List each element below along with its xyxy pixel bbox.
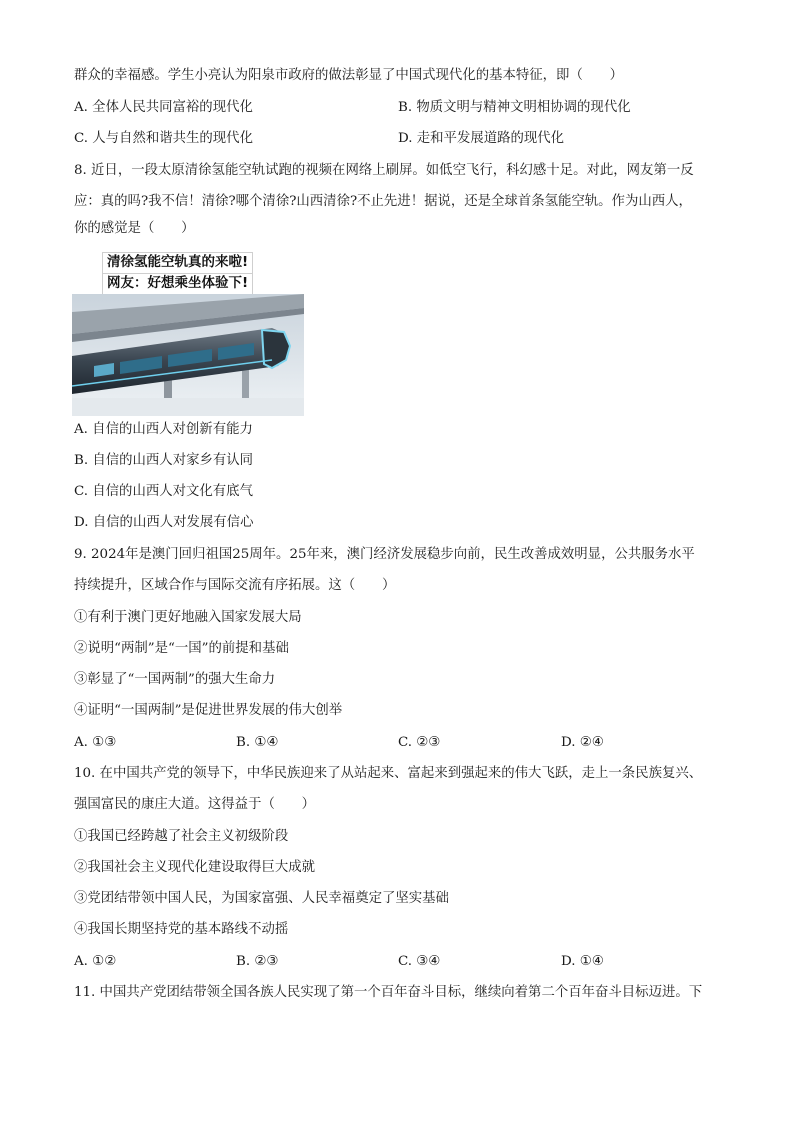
q7-option-c: C. 人与自然和谐共生的现代化: [74, 131, 253, 146]
q8-option-a: A. 自信的山西人对创新有能力: [74, 422, 253, 437]
q9-statement-4: ④证明“一国两制”是促进世界发展的伟大创举: [74, 703, 343, 718]
q10-statement-2: ②我国社会主义现代化建设取得巨大成就: [74, 860, 316, 875]
q9-statement-3: ③彰显了“一国两制”的强大生命力: [74, 672, 276, 687]
q7-stem-tail: 群众的幸福感。学生小亮认为阳泉市政府的做法彰显了中国式现代化的基本特征，即（ ）: [74, 68, 624, 83]
q8-option-d: D. 自信的山西人对发展有信心: [74, 515, 254, 530]
q9-stem-line-1: 9. 2024年是澳门回归祖国25周年。25年来，澳门经济发展稳步向前，民生改善成效明显，公共服务水平: [74, 547, 695, 562]
q7-option-a: A. 全体人民共同富裕的现代化: [74, 100, 253, 115]
q10-option-b: B. ②③: [236, 954, 279, 969]
q9-statement-2: ②说明“两制”是“一国”的前提和基础: [74, 641, 289, 656]
q8-option-c: C. 自信的山西人对文化有底气: [74, 484, 253, 499]
q9-option-c: C. ②③: [398, 735, 441, 750]
q10-stem-line-1: 10. 在中国共产党的领导下，中华民族迎来了从站起来、富起来到强起来的伟大飞跃，走上一条民族复兴、: [74, 766, 703, 781]
image-caption-1: 清徐氢能空轨真的来啦!: [102, 252, 253, 274]
q9-option-b: B. ①④: [236, 735, 279, 750]
q8-stem-line-1: 8. 近日，一段太原清徐氢能空轨试跑的视频在网络上刷屏。如低空飞行，科幻感十足。对此，网友第一反: [74, 163, 694, 178]
q9-option-a: A. ①③: [74, 735, 117, 750]
q10-option-d: D. ①④: [561, 954, 604, 969]
q10-option-c: C. ③④: [398, 954, 441, 969]
q10-option-a: A. ①②: [74, 954, 117, 969]
image-caption-2: 网友：好想乘坐体验下!: [102, 273, 253, 295]
q10-statement-3: ③党团结带领中国人民，为国家富强、人民幸福奠定了坚实基础: [74, 891, 449, 906]
q7-option-b: B. 物质文明与精神文明相协调的现代化: [398, 100, 631, 115]
hydrogen-monorail-image: [72, 252, 304, 416]
monorail-photo: [72, 294, 304, 416]
q8-stem-line-3: 你的感觉是（ ）: [74, 221, 195, 236]
q11-stem-start: 11. 中国共产党团结带领全国各族人民实现了第一个百年奋斗目标，继续向着第二个百年奋斗目标迈进。下: [74, 985, 703, 1000]
q9-statement-1: ①有利于澳门更好地融入国家发展大局: [74, 610, 302, 625]
q8-option-b: B. 自信的山西人对家乡有认同: [74, 453, 254, 468]
q9-stem-line-2: 持续提升，区域合作与国际交流有序拓展。这（ ）: [74, 578, 396, 593]
q9-option-d: D. ②④: [561, 735, 604, 750]
q7-option-d: D. 走和平发展道路的现代化: [398, 131, 565, 146]
q10-stem-line-2: 强国富民的康庄大道。这得益于（ ）: [74, 797, 316, 812]
q10-statement-1: ①我国已经跨越了社会主义初级阶段: [74, 829, 289, 844]
q8-stem-line-2: 应：真的吗?我不信！清徐?哪个清徐?山西清徐?不止先进！据说，还是全球首条氢能空轨。作为山西人，: [74, 194, 692, 209]
q10-statement-4: ④我国长期坚持党的基本路线不动摇: [74, 922, 289, 937]
